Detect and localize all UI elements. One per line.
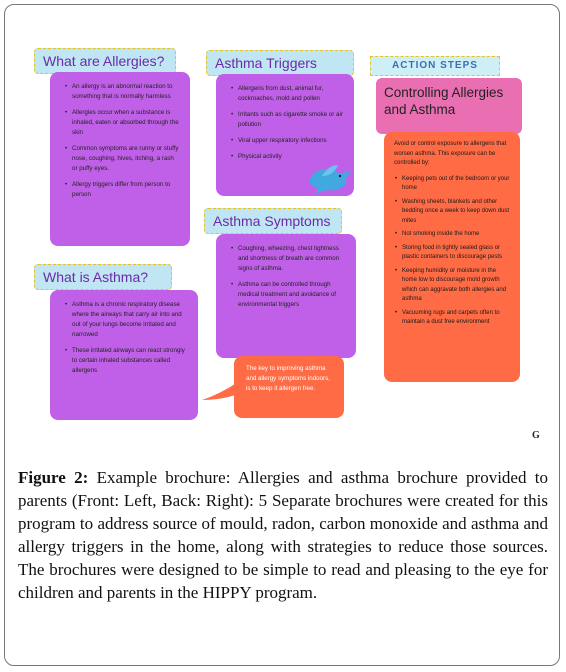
triggers-list [230,84,344,162]
triggers-header [206,50,354,76]
publisher-logo: G [532,430,540,441]
caption-text: Example brochure: Allergies and asthma brochure provided to parents (Front: Left, Back: Right): 5 Separate brochures were created for this program to address source of mould, radon, carbon monoxide and asthma and allergy triggers in the home, along with strategies to reduce those sources. The brochures were designed to be simple to read and pleasing to the eye for children and parents in the HIPPY program. [18,468,548,602]
action-title-box [376,78,522,134]
symptoms-list [230,244,346,310]
action-steps-tag [370,56,500,76]
asthma-bubble [50,290,198,420]
list-item: • Common symptoms are runny or stuffy nose, coughing, hives, itching, a rash or puffy eyes. [72,144,180,174]
symptoms-title: Asthma Symptoms [213,213,331,229]
list-item: • Vacuuming rugs and carpets often to maintain a dust free environment [402,309,512,328]
brochure-figure [20,22,540,442]
list-item: • Keeping pets out of the bedroom or your home [402,175,512,194]
action-list [394,175,512,328]
triggers-title: Asthma Triggers [215,55,317,71]
list-item: • Irritants such as cigarette smoke or air pollution [238,110,344,130]
allergies-list [64,82,180,200]
figure-caption [18,466,548,604]
list-item: • Viral upper respiratory infections [238,136,344,146]
asthma-title: What is Asthma? [43,269,149,285]
list-item: • Allergy triggers differ from person to person [72,180,180,200]
allergies-bubble [50,72,190,246]
callout-pointer [200,378,240,404]
list-item: • Coughing, wheezing, chest tightness and shortness of breath are common signs of asthma. [238,244,346,274]
action-intro: Avoid or control exposure to allergens that worsen asthma. This exposure can be controlled by: [394,141,507,166]
list-item: • Allergens from dust, animal fur, cockroaches, mold and pollen [238,84,344,104]
action-title: Controlling Allergies and Asthma [384,85,504,117]
asthma-header [34,264,172,290]
list-item: • Asthma can be controlled through medical treatment and avoidance of environmental triggers [238,280,346,310]
caption-label: Figure 2: [18,468,89,487]
list-item: • An allergy is an abnormal reaction to something that is normally harmless [72,82,180,102]
callout-text: The key to improving asthma and allergy symptoms indoors, is to keep it allergen free. [246,365,330,392]
allergies-title: What are Allergies? [43,53,165,69]
list-item: • Not smoking inside the home [402,230,512,240]
callout-bubble [234,356,344,418]
action-steps-label: ACTION STEPS [392,60,478,71]
list-item: • Keeping humidity or moisture in the home low to discourage mold growth which can aggravate both allergies and asthma [402,267,512,305]
list-item: • Asthma is a chronic respiratory disease where the airways that carry air into and out of your lungs become irritated and narrowed [72,300,188,340]
action-bubble [384,132,520,382]
list-item: • These irritated airways can react strongly to certain inhaled substances called allergens [72,346,188,376]
asthma-list [64,300,188,376]
list-item: • Storing food in tightly sealed glass or plastic containers to discourage pests [402,244,512,263]
list-item: • Washing sheets, blankets and other bedding once a week to keep down dust mites [402,198,512,227]
bird-icon [302,160,358,196]
allergies-header [34,48,176,74]
symptoms-bubble [216,234,356,358]
symptoms-header [204,208,342,234]
list-item: • Physical activity [238,152,344,162]
list-item: • Allergies occur when a substance is inhaled, eaten or absorbed through the skin [72,108,180,138]
